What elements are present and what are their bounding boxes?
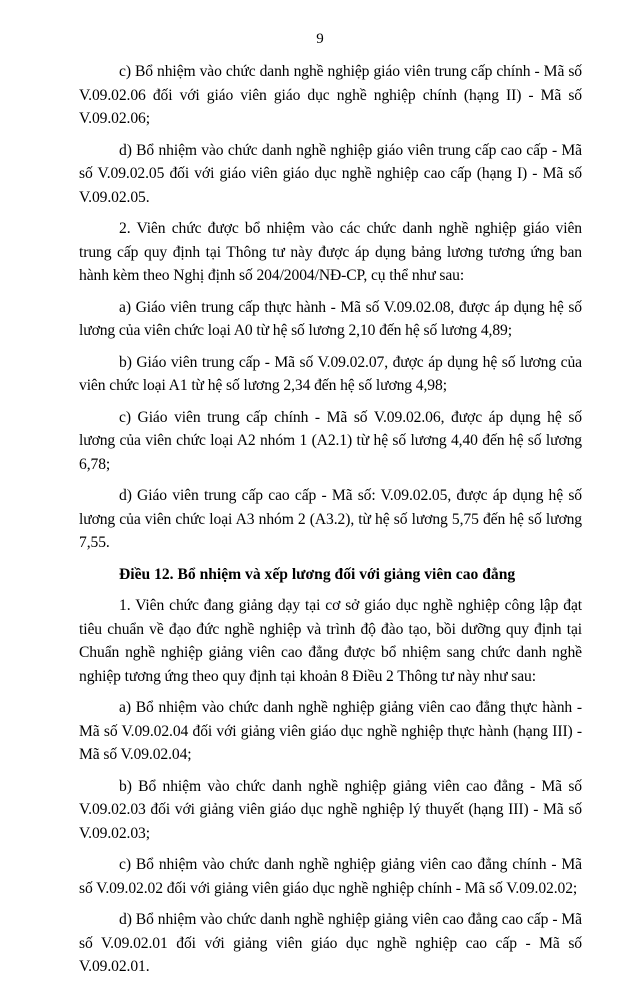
page-number: 9 — [316, 31, 324, 47]
paragraph-2b: b) Giáo viên trung cấp - Mã số V.09.02.07, được áp dụng hệ số lương của viên chức loại A1 từ hệ số lương 2,34 đến hệ số lương 4,98; — [79, 353, 582, 394]
document-body — [79, 60, 582, 987]
paragraph-2: 2. Viên chức được bổ nhiệm vào các chức danh nghề nghiệp giáo viên trung cấp quy định tại Thông tư này được áp dụng bảng lương tương ứng ban hành kèm theo Nghị định số 204/2004/NĐ-CP, cụ thể như sau: — [79, 220, 582, 284]
article-12-paragraph-1: 1. Viên chức đang giảng dạy tại cơ sở giáo dục nghề nghiệp công lập đạt tiêu chuẩn về đạo đức nghề nghiệp và trình độ đào tạo, bồi dưỡng quy định tại Chuẩn nghề nghiệp giảng viên cao đẳng được bổ nhiệm sang chức danh nghề nghiệp tương ứng theo quy định tại khoản 8 Điều 2 Thông tư này như sau: — [79, 597, 582, 685]
article-12-heading: Điều 12. Bổ nhiệm và xếp lương đối với giảng viên cao đẳng — [119, 565, 516, 583]
paragraph-2a: a) Giáo viên trung cấp thực hành - Mã số V.09.02.08, được áp dụng hệ số lương của viên chức loại A0 từ hệ số lương 2,10 đến hệ số lương 4,89; — [79, 298, 582, 339]
article-12-paragraph-1a: a) Bổ nhiệm vào chức danh nghề nghiệp giảng viên cao đẳng thực hành - Mã số V.09.02.04 đối với giảng viên giáo dục nghề nghiệp thực hành (hạng III) - Mã số V.09.02.04; — [79, 699, 582, 763]
paragraph-2d: d) Giáo viên trung cấp cao cấp - Mã số: V.09.02.05, được áp dụng hệ số lương của viên chức loại A3 nhóm 2 (A3.2), từ hệ số lương 5,75 đến hệ số lương 7,55. — [79, 487, 582, 551]
paragraph-1c: c) Bổ nhiệm vào chức danh nghề nghiệp giáo viên trung cấp chính - Mã số V.09.02.06 đối với giáo viên giáo dục nghề nghiệp chính (hạng II) - Mã số V.09.02.06; — [79, 63, 582, 127]
article-12-paragraph-1b: b) Bổ nhiệm vào chức danh nghề nghiệp giảng viên cao đẳng - Mã số V.09.02.03 đối với giảng viên giáo dục nghề nghiệp lý thuyết (hạng III) - Mã số V.09.02.03; — [79, 777, 582, 842]
article-12-paragraph-1d: d) Bổ nhiệm vào chức danh nghề nghiệp giảng viên cao đẳng cao cấp - Mã số V.09.02.01 đối với giảng viên giáo dục nghề nghiệp cao cấp - Mã số V.09.02.01. — [79, 911, 582, 975]
article-12-paragraph-1c: c) Bổ nhiệm vào chức danh nghề nghiệp giảng viên cao đẳng chính - Mã số V.09.02.02 đối với giảng viên giáo dục nghề nghiệp chính - Mã số V.09.02.02; — [79, 856, 582, 897]
paragraph-1d: d) Bổ nhiệm vào chức danh nghề nghiệp giáo viên trung cấp cao cấp - Mã số V.09.02.05 đối với giáo viên giáo dục nghề nghiệp cao cấp (hạng I) - Mã số V.09.02.05. — [79, 141, 582, 206]
paragraph-2c: c) Giáo viên trung cấp chính - Mã số V.09.02.06, được áp dụng hệ số lương của viên chức loại A2 nhóm 1 (A2.1) từ hệ số lương 4,40 đến hệ số lương 6,78; — [79, 408, 582, 473]
